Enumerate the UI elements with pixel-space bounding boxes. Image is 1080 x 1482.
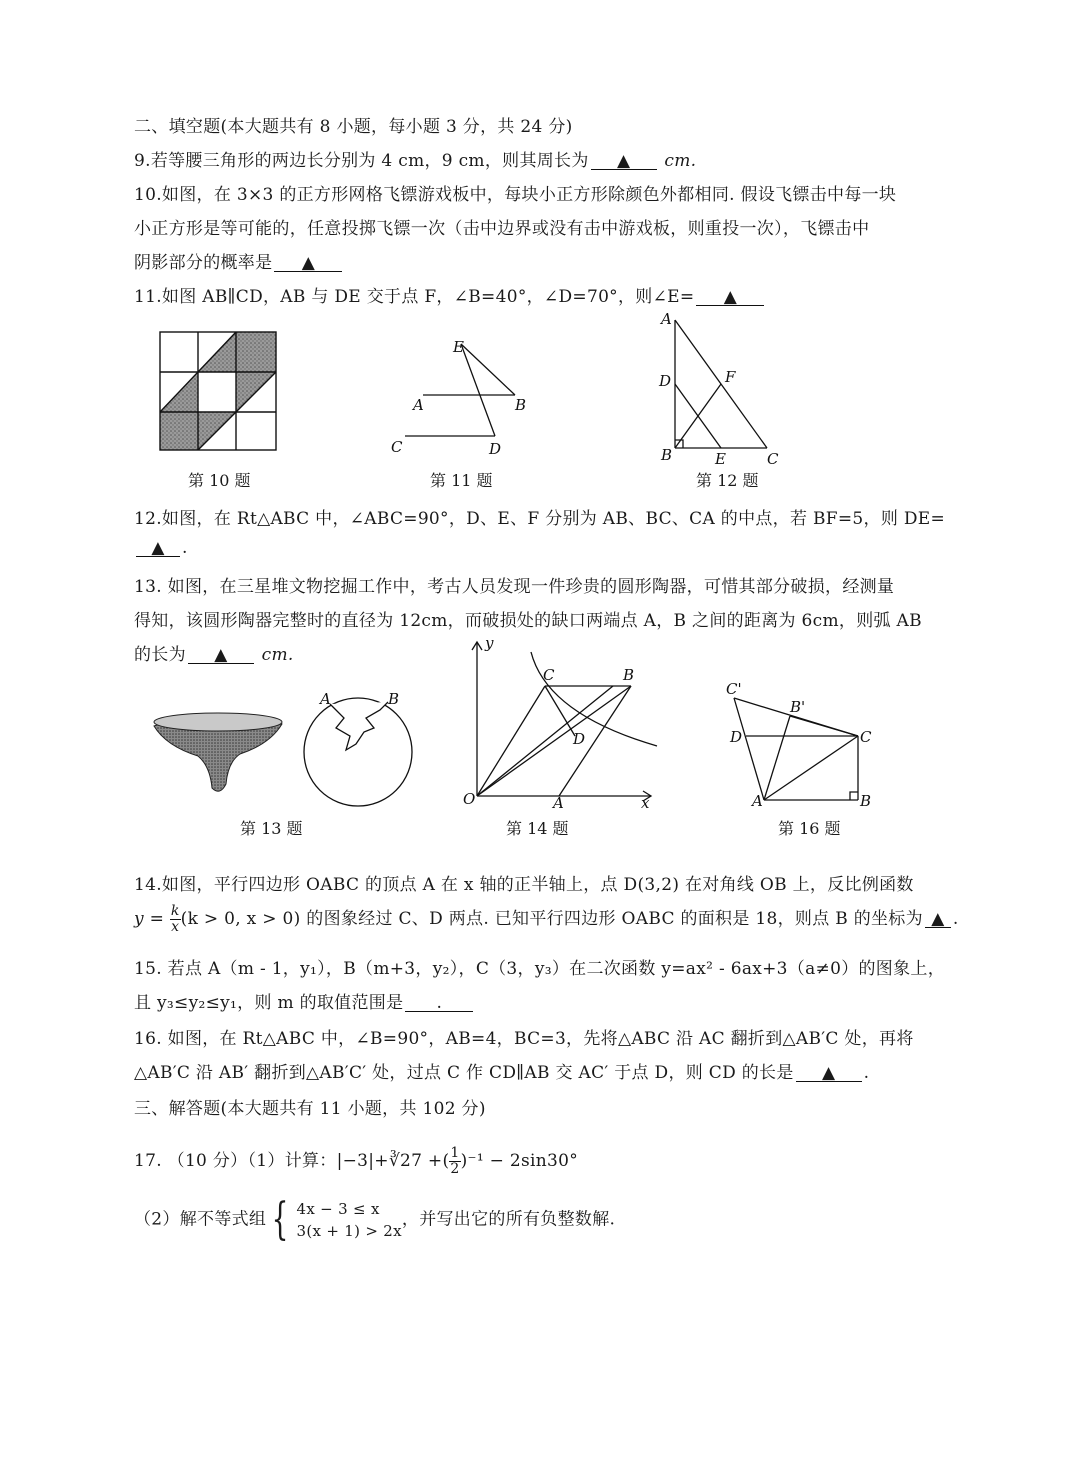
inequality-1: 4x − 3 ≤ x	[296, 1200, 380, 1218]
q17-text-a: 17. （10 分）（1）计算：|−3|+∛27 +(	[134, 1151, 450, 1171]
q9-unit: cm.	[664, 151, 697, 171]
answer-blank	[796, 1065, 862, 1082]
question-15-line-1: 15. 若点 A（m - 1，y₁），B（m+3，y₂），C（3，y₃）在二次函数 y=ax² - 6ax+3（a≠0）的图象上，	[134, 959, 945, 979]
question-16-line-1: 16. 如图，在 Rt△ABC 中，∠B=90°，AB=4，BC=3，先将△ABC 沿 AC 翻折到△AB′C 处，再将	[134, 1029, 914, 1049]
figure-12	[655, 308, 785, 468]
caption-figure-13: 第 13 题	[240, 819, 303, 838]
f11-label-C: C	[391, 438, 403, 456]
f14-label-D: D	[573, 730, 586, 748]
question-12-line-1: 12.如图，在 Rt△ABC 中，∠ABC=90°，D、E、F 分别为 AB、BC、CA 的中点，若 BF=5，则 DE=	[134, 509, 946, 529]
f16-label-A: A	[752, 792, 763, 810]
f12-label-E: E	[715, 450, 726, 468]
f12-label-D: D	[659, 372, 672, 390]
blank-mark: .	[436, 993, 443, 1013]
answer-blank	[696, 289, 764, 306]
inequality-2: 3(x + 1) > 2x	[296, 1222, 402, 1240]
caption-figure-11: 第 11 题	[430, 471, 493, 490]
caption-figure-12: 第 12 题	[696, 471, 759, 490]
question-13-line-1: 13. 如图，在三星堆文物挖掘工作中，考古人员发现一件珍贵的圆形陶器，可惜其部分破损，经测量	[134, 577, 895, 597]
figure-10-grid	[158, 330, 278, 452]
q11-text: 11.如图 AB∥CD，AB 与 DE 交于点 F，∠B=40°，∠D=70°，则∠E=	[134, 287, 695, 307]
q17-part2-text: ，并写出它的所有负整数解.	[401, 1209, 616, 1230]
answer-blank	[136, 540, 180, 557]
f14-label-B: B	[623, 666, 635, 684]
q10-text: 阴影部分的概率是	[134, 253, 273, 273]
question-17-part-1	[134, 1146, 578, 1177]
f12-label-A: A	[661, 310, 672, 328]
caption-figure-16: 第 16 题	[778, 819, 841, 838]
f11-label-B: B	[515, 396, 527, 414]
q17-part2-label: （2）解不等式组	[134, 1209, 267, 1230]
question-17-part-2	[134, 1194, 616, 1245]
f14-label-C: C	[543, 666, 555, 684]
f14-label-O: O	[463, 790, 476, 808]
q14-fraction	[170, 904, 181, 935]
fraction-numerator: k	[170, 903, 180, 919]
f16-label-D: D	[730, 728, 743, 746]
answer-blank	[405, 995, 473, 1012]
q13-unit: cm.	[261, 645, 294, 665]
f12-label-F: F	[725, 368, 736, 386]
answer-blank	[925, 911, 951, 928]
caption-figure-14: 第 14 题	[506, 819, 569, 838]
triangle-icon: ▲	[723, 287, 738, 307]
q17-fraction	[449, 1146, 460, 1177]
triangle-icon: ▲	[821, 1063, 836, 1083]
q14-end: .	[952, 909, 959, 929]
figure-11	[385, 330, 535, 460]
f12-label-B: B	[661, 446, 673, 464]
fraction-denominator: x	[171, 919, 180, 935]
triangle-icon: ▲	[151, 538, 165, 558]
answer-blank	[274, 255, 342, 272]
f16-label-B: B	[860, 792, 872, 810]
shaded-region	[160, 332, 276, 450]
q12-end: .	[182, 538, 188, 558]
triangle-icon: ▲	[931, 909, 945, 929]
answer-blank	[188, 647, 254, 664]
f14-label-A: A	[553, 794, 564, 812]
question-14-line-2	[134, 904, 959, 935]
figure-14	[445, 636, 665, 816]
inequality-system	[297, 1198, 402, 1242]
f16-label-C-prime: C'	[726, 680, 742, 698]
question-10-line-3	[134, 248, 344, 273]
f11-label-D: D	[489, 440, 502, 458]
fraction-denominator: 2	[450, 1161, 460, 1177]
question-16-line-2	[134, 1058, 869, 1083]
question-13-line-2: 得知，该圆形陶器完整时的直径为 12cm，而破损处的缺口两端点 A，B 之间的距离为 6cm，则弧 AB	[134, 611, 922, 631]
brace-icon: {	[271, 1194, 289, 1245]
section-heading-solutions: 三、解答题(本大题共有 11 小题，共 102 分)	[134, 1099, 486, 1119]
q9-text: 9.若等腰三角形的两边长分别为 4 cm，9 cm，则其周长为	[134, 151, 589, 171]
question-9	[134, 146, 696, 171]
q13-text: 的长为	[134, 645, 186, 665]
q17-text-b: )⁻¹ − 2sin30°	[460, 1151, 579, 1171]
q14-text: (k > 0, x > 0) 的图象经过 C、D 两点. 已知平行四边形 OABC 的面积是 18，则点 B 的坐标为	[180, 909, 923, 929]
question-14-line-1: 14.如图，平行四边形 OABC 的顶点 A 在 x 轴的正半轴上，点 D(3,2) 在对角线 OB 上，反比例函数	[134, 875, 914, 895]
f11-label-E: E	[453, 338, 464, 356]
caption-figure-10: 第 10 题	[188, 471, 251, 490]
triangle-icon: ▲	[214, 645, 228, 665]
f13-label-B: B	[388, 690, 400, 708]
question-11	[134, 282, 766, 307]
section-heading-fill-in: 二、填空题(本大题共有 8 小题，每小题 3 分，共 24 分)	[134, 117, 573, 137]
triangle-icon: ▲	[301, 253, 316, 273]
answer-blank	[591, 153, 657, 170]
q14-y-equals: y =	[134, 909, 165, 929]
figure-13-pottery-illustration	[148, 700, 288, 800]
figure-16	[722, 680, 882, 810]
question-10-line-1: 10.如图，在 3×3 的正方形网格飞镖游戏板中，每块小正方形除颜色外都相同. 假设飞镖击中每一块	[134, 185, 897, 205]
question-15-line-2	[134, 988, 475, 1013]
figure-13-circle	[300, 688, 420, 812]
question-12-line-2	[134, 538, 188, 558]
question-10-line-2: 小正方形是等可能的，任意投掷飞镖一次（击中边界或没有击中游戏板，则重投一次），飞镖击中	[134, 219, 870, 239]
f14-label-x: x	[641, 794, 650, 812]
f14-label-y: y	[485, 636, 494, 652]
f16-label-C: C	[860, 728, 872, 746]
f13-label-A: A	[320, 690, 331, 708]
f16-label-B-prime: B'	[790, 698, 806, 716]
fraction-numerator: 1	[450, 1145, 460, 1161]
question-13-line-3	[134, 640, 294, 665]
f12-label-C: C	[767, 450, 779, 468]
q16-text: △AB′C 沿 AB′ 翻折到△AB′C′ 处，过点 C 作 CD∥AB 交 AC′ 于点 D，则 CD 的长是	[134, 1063, 794, 1083]
triangle-icon: ▲	[616, 151, 631, 171]
f11-label-A: A	[413, 396, 424, 414]
q15-text: 且 y₃≤y₂≤y₁，则 m 的取值范围是	[134, 993, 404, 1013]
q16-end: .	[863, 1063, 870, 1083]
